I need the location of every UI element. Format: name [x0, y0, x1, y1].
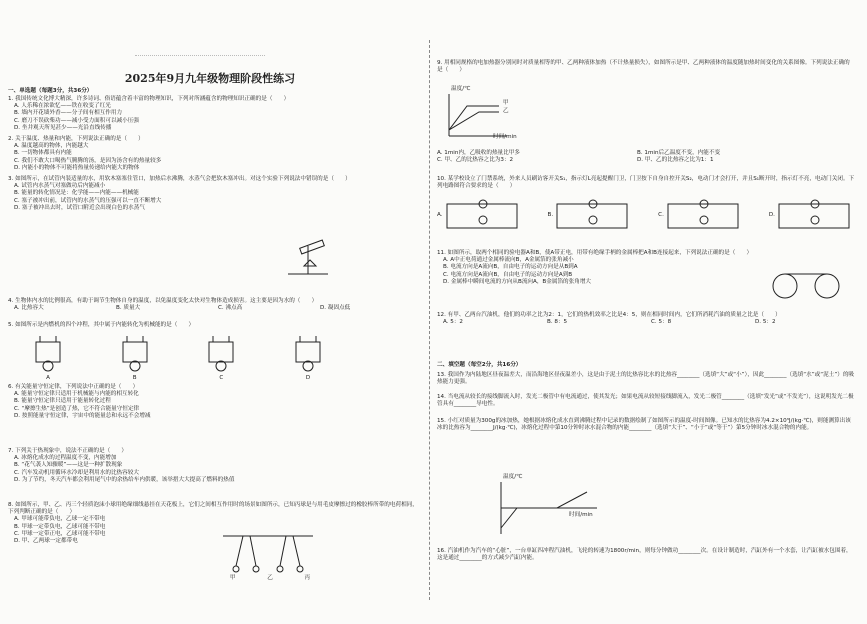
engine-stroke-c: C	[191, 332, 251, 380]
section2-header: 二、填空题（每空2分，共16分）	[437, 362, 522, 368]
q9-xlabel: 时间/min	[493, 134, 517, 140]
engine-stroke-b: B	[105, 332, 165, 380]
question-3: 3. 如图所示，在试管内装适量的水，用软木塞塞住管口，加热后水沸腾，水蒸气会把软木塞冲出。对这个实验下列说法中错误的是（ ） A. 试管内水蒸气对塞做功后内能减小 B. 能量的转化情况是：化学能——内能——机械能 C. 塞子被冲出前，试管内的水蒸气的压强可以一直不断增大 D. 塞子被冲出去时，试管口附近会出现白色的水蒸气	[8, 176, 351, 211]
q9-ylabel: 温度/℃	[451, 86, 471, 92]
q9-series-jia: 甲	[503, 100, 509, 106]
q15-ylabel: 温度/℃	[503, 474, 523, 480]
question-2: 2. 关于温度、热量和内能，下列说法正确的是（ ） A. 温度越高的物体，内能越大 B. 一切物体都具有内能 C. 我们不敢大口喝热气腾腾的汤，是因为汤含有的热量较多 D. 内能小的物体不可能将热量传递给内能大的物体	[8, 136, 162, 171]
question-10: 10. 某学校设立了门禁系统，外来人员刷访客开关S₁，指示灯L亮起提醒门卫，门卫按下自身自控开关S₂，电动门才会打开，并且S₁断开时，指示灯不亮，电动门关闭。下列电路图符合要求的是（ ）	[437, 176, 855, 190]
q15-xlabel: 时间/min	[569, 512, 593, 518]
electroscope-figure	[767, 268, 847, 304]
header-dotted-rule	[135, 55, 265, 56]
question-11: 11. 如图所示，取两个相同的验电器A和B，使A带正电，用带有绝缘手柄的金属棒把A和B连接起来，下列说法正确的是（ ） A. A中正电荷通过金属棒流向B，A金属箔的张角减小 B. 电流方向是A流向B，自由电子的运动方向是从B到A C. 电流方向是A流向B，自由电子的运动方向是A到B D. 金属棒中瞬间电流的方向从B流向A，B金属箔的张角增大	[437, 250, 753, 285]
q10-circuits	[437, 196, 855, 236]
engine-strokes-figure	[18, 332, 338, 380]
question-7: 7. 下列关于热现象中，说法不正确的是（ ） A. 冰熔化成水的过程温度不变，内能增加 B. “花气袭人知骤暖”——这是一种扩散现象 C. 汽车发动机用循环水冷却是利用水的比热容较大 D. 为了节约，冬天汽车都会利用尾气中的余热给车内供暖，该举措大大提高了燃料的热值	[8, 448, 235, 483]
page-title: 2025年9月九年级物理阶段性练习	[124, 72, 296, 85]
question-16: 16. 汽油机作为汽车的“心脏”，一台单缸四冲程汽油机，飞轮的转速为1800r/min，则每分钟做功________次。在设计制造时，汽缸外有一个水套，让汽缸被水包围着，这是通过________的方式减少汽缸内能。	[437, 548, 852, 562]
question-14: 14. 当电流从较长的接线脚流入时，发光二极管中有电流通过，使其发光；如果电流从较短接线脚流入，发光二极管________（选填“发光”或“不发光”），这说明发光二极管具有________导电性。	[437, 394, 854, 408]
question-9-options: A. 1min内，乙吸收的热量比甲多 B. 1min后乙温度不变，内能不变 C. 甲、乙的比热容之比为3：2 D. 甲、乙的比热容之比为1：1	[437, 150, 721, 164]
question-15: 15. 小红对质量为300g的冰加热，她根据冰熔化成水直到沸腾过程中记录的数据绘制了如图所示的温度-时间图像。已知水的比热容为4.2×10³J/(kg·℃)，则能测算出该冰的比热容为________J/(kg·℃)，冰熔化过程中第10分钟时冰水混合物的内能________（选填“大于”、“小于”或“等于”）第5分钟时冰水混合物的内能。	[437, 418, 851, 432]
q15-chart	[487, 478, 607, 538]
hanging-balls-labels: 甲 乙 丙	[230, 575, 310, 581]
question-9: 9. 用相同规格的电加热器分别同时对质量相等的甲、乙两种液体加热（不计热量损失），如图所示是甲、乙两种液体的温度随加热时间变化的关系图像。下列说法正确的是（ ）	[437, 60, 850, 74]
question-12: 12. 有甲、乙两台汽油机，他们的功率之比为2：1，它们的热机效率之比是4：5，则在相同时间内，它们所消耗汽油的质量之比是（ ） A. 5：2 B. 8：5 C. 5：8 D. 5：2	[437, 312, 781, 326]
circuit-d: D.	[769, 196, 855, 236]
circuit-b: B.	[548, 196, 634, 236]
engine-stroke-d: D	[278, 332, 338, 380]
section1-header: 一、单选题（每题3分，共36分）	[8, 88, 93, 94]
circuit-c: C.	[658, 196, 744, 236]
question-13: 13. 我国作为内陆地区昼夜温差大，而沿海地区昼夜温差小，这是由于泥土的比热容比水的比热容________（选填“大”或“小”），因此________（选填“水”或“泥土”）的吸热能力更强。	[437, 372, 855, 386]
question-4: 4. 生物体内水的比例很高，有助于调节生物体自身的温度，以免温度变化太快对生物体造成损害。这主要是因为水的（ ） A. 比热容大 B. 质量大 C. 沸点高 D. 凝固点低	[8, 298, 351, 312]
circuit-a: A.	[437, 196, 523, 236]
q9-series-yi: 乙	[503, 108, 509, 114]
question-5: 5. 如图所示是内燃机的四个冲程，其中属于内能转化为机械能的是（ ）	[8, 322, 195, 328]
question-8: 8. 如图所示，甲、乙、丙三个轻质泡沫小球用绝缘细线悬挂在天花板上，它们之间相互作用时的场景如图所示，已知丙球是与用毛皮摩擦过的橡胶棒所带的电荷相同，下列判断正确的是（ ） A. 甲球可能带负电，乙球一定不带电 B. 甲球一定带负电，乙球可能不带电 C. 甲球一定带正电，乙球可能不带电 D. 甲、乙两球一定都带电	[8, 502, 418, 545]
question-1: 1. 我国传统文化博大精深，许多诗词、俗语蕴含着丰富的物理知识，下列对所涵蕴含的物理知识正确的是（ ） A. 人乐稀在浓欲忆——铁在收变了红光 B. 墙内开花墙外香——分子间有相互作用力 C. 磨刀不误砍柴功——减小受力面积可以减小压强 D. 坐井观天所见甚少——光沿直线传播	[8, 96, 290, 131]
question-6: 6. 有关能量守恒定律，下列说法中正确的是（ ） A. 能量守恒定律只适用于机械能与内能的相互转化 B. 能量守恒定律只适用于能量转化过程 C. “摩擦生热”是创造了热，它不符合能量守恒定律 D. 按照能量守恒定律，宇宙中的能量总和永远不会增减	[8, 384, 151, 419]
engine-stroke-a: A	[18, 332, 78, 380]
test-tube-figure	[278, 236, 338, 276]
column-divider	[429, 40, 430, 600]
